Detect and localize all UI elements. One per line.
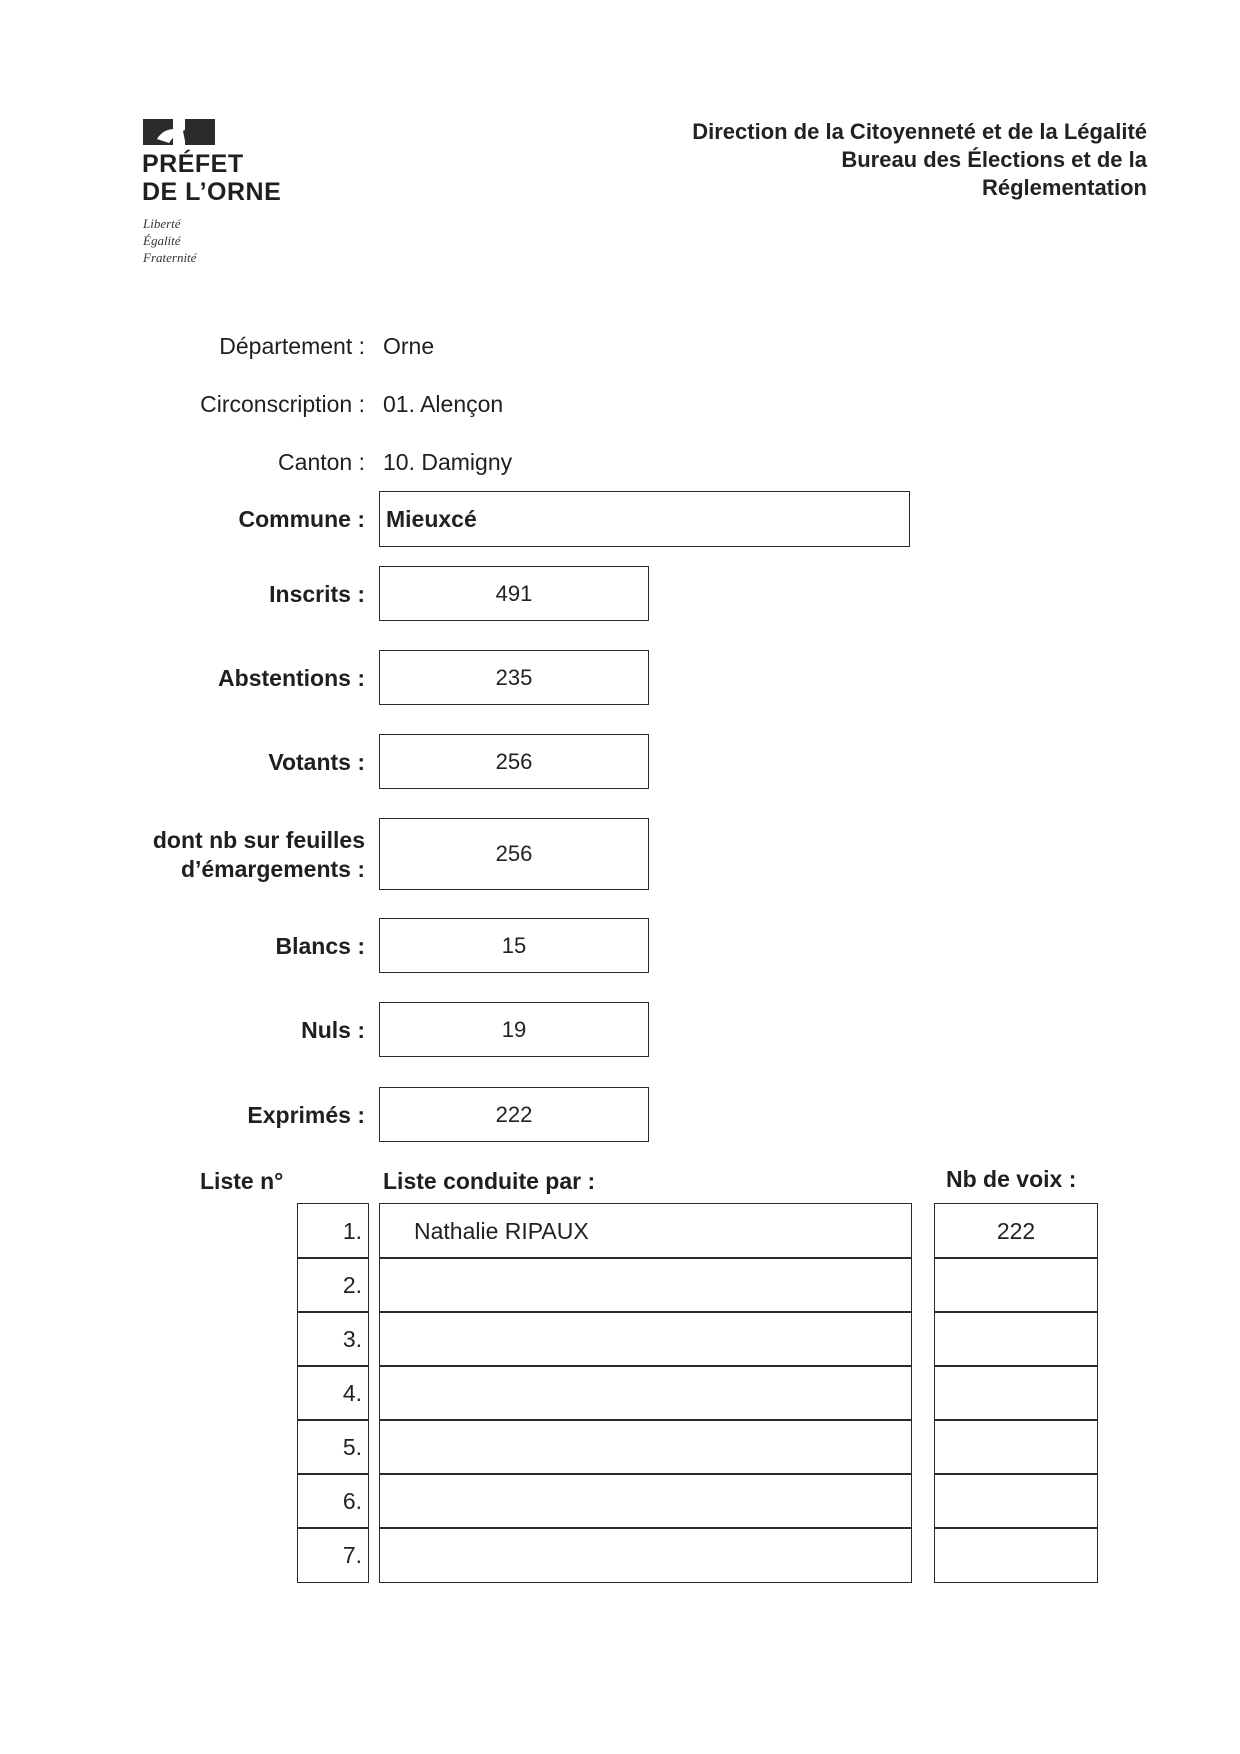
abstentions-field[interactable]: 235	[379, 650, 649, 705]
organization-header	[692, 118, 1147, 202]
col-header-list-number: Liste n°	[200, 1168, 284, 1194]
circonscription-label: Circonscription :	[200, 391, 365, 417]
list-votes-cell[interactable]	[934, 1257, 1098, 1313]
canton-label: Canton :	[278, 449, 365, 475]
departement-value: Orne	[383, 333, 435, 359]
inscrits-field[interactable]: 491	[379, 566, 649, 621]
blancs-field[interactable]: 15	[379, 918, 649, 973]
exprimes-label: Exprimés :	[247, 1102, 365, 1128]
list-number-cell: 1.	[297, 1203, 369, 1259]
blancs-label: Blancs :	[275, 933, 365, 959]
list-leader-cell[interactable]	[379, 1257, 912, 1313]
list-leader-cell[interactable]: Nathalie RIPAUX	[379, 1203, 912, 1259]
list-number-cell: 3.	[297, 1311, 369, 1367]
abstentions-label: Abstentions :	[218, 665, 365, 691]
emargements-label-line1: dont nb sur feuilles	[152, 827, 365, 853]
list-leader-cell[interactable]	[379, 1473, 912, 1529]
logo-title-line1: PRÉFET	[142, 150, 244, 178]
inscrits-label: Inscrits :	[269, 581, 365, 607]
commune-field[interactable]: Mieuxcé	[379, 491, 910, 547]
list-number-cell: 6.	[297, 1473, 369, 1529]
col-header-votes: Nb de voix :	[946, 1166, 1077, 1192]
votants-label: Votants :	[268, 749, 365, 775]
list-number-cell: 7.	[297, 1527, 369, 1583]
motto-egalite: Égalité	[143, 233, 181, 248]
list-leader-cell[interactable]	[379, 1365, 912, 1421]
list-votes-cell[interactable]	[934, 1419, 1098, 1475]
motto-liberte: Liberté	[143, 216, 181, 231]
logo-title-line2: DE L’ORNE	[142, 178, 282, 206]
motto-fraternite: Fraternité	[143, 250, 197, 265]
list-votes-cell[interactable]	[934, 1473, 1098, 1529]
logo-motto	[143, 215, 196, 266]
list-number-cell: 5.	[297, 1419, 369, 1475]
emargements-label	[25, 826, 365, 884]
emargements-field[interactable]: 256	[379, 818, 649, 890]
marianne-logo-icon	[143, 119, 215, 145]
list-leader-cell[interactable]	[379, 1419, 912, 1475]
votants-field[interactable]: 256	[379, 734, 649, 789]
org-line3: Réglementation	[981, 175, 1147, 200]
list-leader-cell[interactable]	[379, 1527, 912, 1583]
list-leader-cell[interactable]	[379, 1311, 912, 1367]
circonscription-value: 01. Alençon	[383, 391, 504, 417]
org-line2: Bureau des Élections et de la	[841, 147, 1147, 172]
commune-label: Commune :	[238, 506, 365, 532]
emargements-label-line2: d’émargements :	[180, 856, 365, 882]
nuls-field[interactable]: 19	[379, 1002, 649, 1057]
exprimes-field[interactable]: 222	[379, 1087, 649, 1142]
list-votes-cell[interactable]	[934, 1527, 1098, 1583]
list-votes-cell[interactable]	[934, 1365, 1098, 1421]
col-header-list-leader: Liste conduite par :	[383, 1168, 596, 1194]
canton-value: 10. Damigny	[383, 449, 513, 475]
logo-title	[142, 150, 281, 206]
list-votes-cell[interactable]: 222	[934, 1203, 1098, 1259]
nuls-label: Nuls :	[301, 1017, 365, 1043]
departement-label: Département :	[219, 333, 365, 359]
list-number-cell: 4.	[297, 1365, 369, 1421]
list-number-cell: 2.	[297, 1257, 369, 1313]
list-votes-cell[interactable]	[934, 1311, 1098, 1367]
org-line1: Direction de la Citoyenneté et de la Légalité	[692, 119, 1147, 144]
